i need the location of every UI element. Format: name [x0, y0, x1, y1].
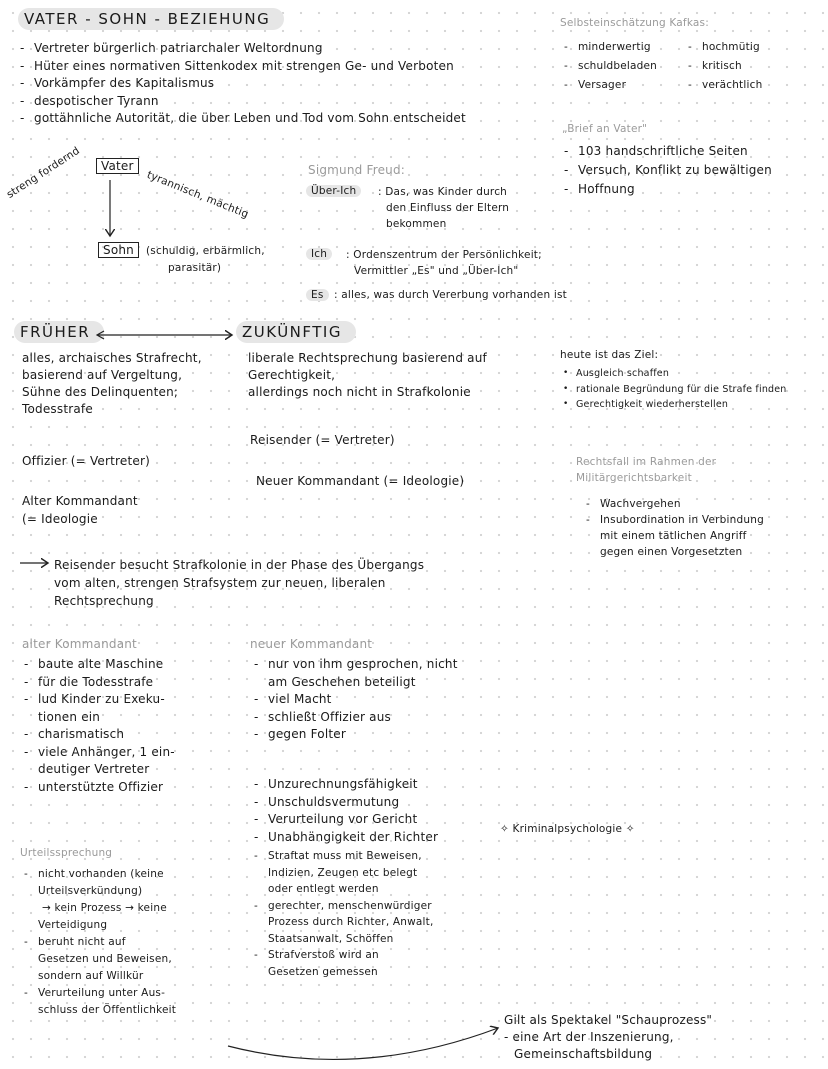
list-item: - Vorkämpfer des Kapitalismus	[18, 75, 466, 93]
frueher-offizier: Offizier (= Vertreter)	[22, 454, 150, 468]
list-item: - gerechter, menschenwürdiger Prozess durch Richter, Anwalt, Staatsanwalt, Schöffen	[252, 898, 434, 948]
list-item: - kritisch	[686, 57, 762, 76]
vater-sohn-title: VATER - SOHN - BEZIEHUNG	[18, 8, 284, 30]
list-item: - despotischer Tyrann	[18, 93, 466, 111]
neuer-kommandant-list	[252, 656, 458, 744]
neuer-kommandant-list-2	[252, 776, 438, 846]
list-item: - beruht nicht auf Gesetzen und Beweisen, sondern auf Willkür	[22, 934, 176, 985]
frueher-alter-kommandant: Alter Kommandant (= Ideologie	[22, 494, 138, 526]
sparkle-icon: ✧	[622, 823, 635, 835]
list-item: - nur von ihm gesprochen, nicht am Geschehen beteiligt	[252, 656, 458, 691]
list-item: • Ausgleich schaffen	[560, 366, 787, 382]
list-item: - viel Macht	[252, 691, 458, 709]
kriminal-label: ✧ Kriminalpsychologie ✧	[500, 823, 635, 835]
alter-kommandant-list	[22, 656, 175, 796]
vater-sohn-list	[18, 40, 466, 128]
list-item: - schließt Offizier aus	[252, 709, 458, 727]
section-vater-sohn	[18, 11, 284, 28]
list-item: - Unzurechnungsfähigkeit	[252, 776, 438, 794]
list-item: • rationale Begründung für die Strafe finden	[560, 382, 787, 398]
list-item: - Hüter eines normativen Sittenkodex mit strengen Ge- und Verboten	[18, 58, 466, 76]
schau-arrow	[228, 1028, 498, 1059]
list-item: - lud Kinder zu Exeku- tionen ein	[22, 691, 175, 726]
reisender-note: Reisender besucht Strafkolonie in der Phase des Übergangs vom alten, strengen Strafsystem zur neuen, liberalen Rechtsprechung	[54, 558, 425, 608]
frueher-heading: FRÜHER	[14, 324, 104, 341]
freud-title: Sigmund Freud:	[308, 163, 406, 177]
freud-ueber-ich-label: Über-Ich	[306, 184, 361, 199]
diagram-sohn-box: Sohn	[98, 242, 139, 258]
list-item: - gegen Folter	[252, 726, 458, 744]
selbst-title: Selbsteinschätzung Kafkas:	[560, 17, 709, 29]
list-item: • Gerechtigkeit wiederherstellen	[560, 397, 787, 413]
list-item: - 103 handschriftliche Seiten	[562, 142, 772, 161]
list-item: - Versuch, Konflikt zu bewältigen	[562, 161, 772, 180]
neuer-kommandant-title: neuer Kommandant	[250, 637, 373, 651]
freud-ueber-ich-text: : Das, was Kinder durch den Einfluss der Eltern bekommen	[378, 186, 510, 230]
list-item: - verächtlich	[686, 76, 762, 95]
list-item: - nicht vorhanden (keine Urteilsverkündung) → kein Prozess → keine Verteidigung	[22, 866, 176, 934]
diagram-vater-box: Vater	[96, 158, 139, 174]
list-item: - Strafverstoß wird an Gesetzen gemessen	[252, 947, 434, 980]
selbst-col1	[562, 38, 657, 95]
list-item: - Vertreter bürgerlich patriarchaler Weltordnung	[18, 40, 466, 58]
rechtsfall-list	[584, 496, 764, 560]
list-item: - minderwertig	[562, 38, 657, 57]
list-item: - Insubordination in Verbindung mit einem tätlichen Angriff gegen einen Vorgesetzten	[584, 512, 764, 560]
frueher-text: alles, archaisches Strafrecht, basierend auf Vergeltung, Sühne des Delinquenten; Todesstrafe	[22, 351, 202, 416]
freud-es-text: : alles, was durch Vererbung vorhanden ist	[334, 289, 567, 301]
heute-list	[560, 366, 787, 413]
diagram-left-label: streng fordernd	[4, 144, 83, 201]
brief-title: „Brief an Vater"	[562, 123, 648, 135]
brief-list	[562, 142, 772, 199]
rechtsfall-title: Rechtsfall im Rahmen der Militärgerichtsbarkeit	[576, 456, 717, 484]
list-item: - Wachvergehen	[584, 496, 764, 512]
diagram-right-label: tyrannisch, mächtig	[145, 168, 251, 221]
list-item: - Verurteilung unter Aus- schluss der Öffentlichkeit	[22, 985, 176, 1019]
list-item: - schuldbeladen	[562, 57, 657, 76]
freud-ich-text: : Ordenszentrum der Persönlichkeit; Vermittler „Es" und „Über-Ich"	[346, 249, 542, 277]
list-item: - Straftat muss mit Beweisen, Indizien, Zeugen etc belegt oder entlegt werden	[252, 848, 434, 898]
list-item: - hochmütig	[686, 38, 762, 57]
list-item: - baute alte Maschine	[22, 656, 175, 674]
urteil-list	[22, 866, 176, 1019]
list-item: - Versager	[562, 76, 657, 95]
sparkle-icon: ✧	[500, 823, 513, 835]
list-item: - Hoffnung	[562, 180, 772, 199]
zukuenftig-text: liberale Rechtsprechung basierend auf Gerechtigkeit, allerdings noch nicht in Strafkolonie	[248, 351, 487, 399]
urteil-title: Urteilssprechung	[20, 847, 113, 859]
heute-title: heute ist das Ziel:	[560, 349, 659, 361]
freud-ich-label: Ich	[306, 247, 332, 262]
list-item: - unterstützte Offizier	[22, 779, 175, 797]
list-item: - charismatisch	[22, 726, 175, 744]
list-item: - Unschuldsvermutung	[252, 794, 438, 812]
zukuenftig-neuer-kommandant: Neuer Kommandant (= Ideologie)	[256, 474, 465, 488]
list-item: - für die Todesstrafe	[22, 674, 175, 692]
selbst-col2	[686, 38, 762, 95]
neuer-kommandant-list-3	[252, 848, 434, 980]
alter-kommandant-title: alter Kommandant	[22, 637, 137, 651]
list-item: - gottähnliche Autorität, die über Leben und Tod vom Sohn entscheidet	[18, 110, 466, 128]
list-item: - Unabhängigkeit der Richter	[252, 829, 438, 847]
list-item: - Verurteilung vor Gericht	[252, 811, 438, 829]
zukuenftig-reisender: Reisender (= Vertreter)	[250, 433, 395, 447]
freud-es-label: Es	[306, 288, 329, 303]
schau-note: Gilt als Spektakel "Schauprozess" - eine Art der Inszenierung, Gemeinschaftsbildung	[504, 1013, 713, 1061]
diagram-sohn-note-1: (schuldig, erbärmlich,	[146, 245, 265, 257]
diagram-sohn-note-2: parasitär)	[168, 262, 222, 274]
list-item: - viele Anhänger, 1 ein- deutiger Vertreter	[22, 744, 175, 779]
zukuenftig-heading: ZUKÜNFTIG	[236, 324, 356, 341]
